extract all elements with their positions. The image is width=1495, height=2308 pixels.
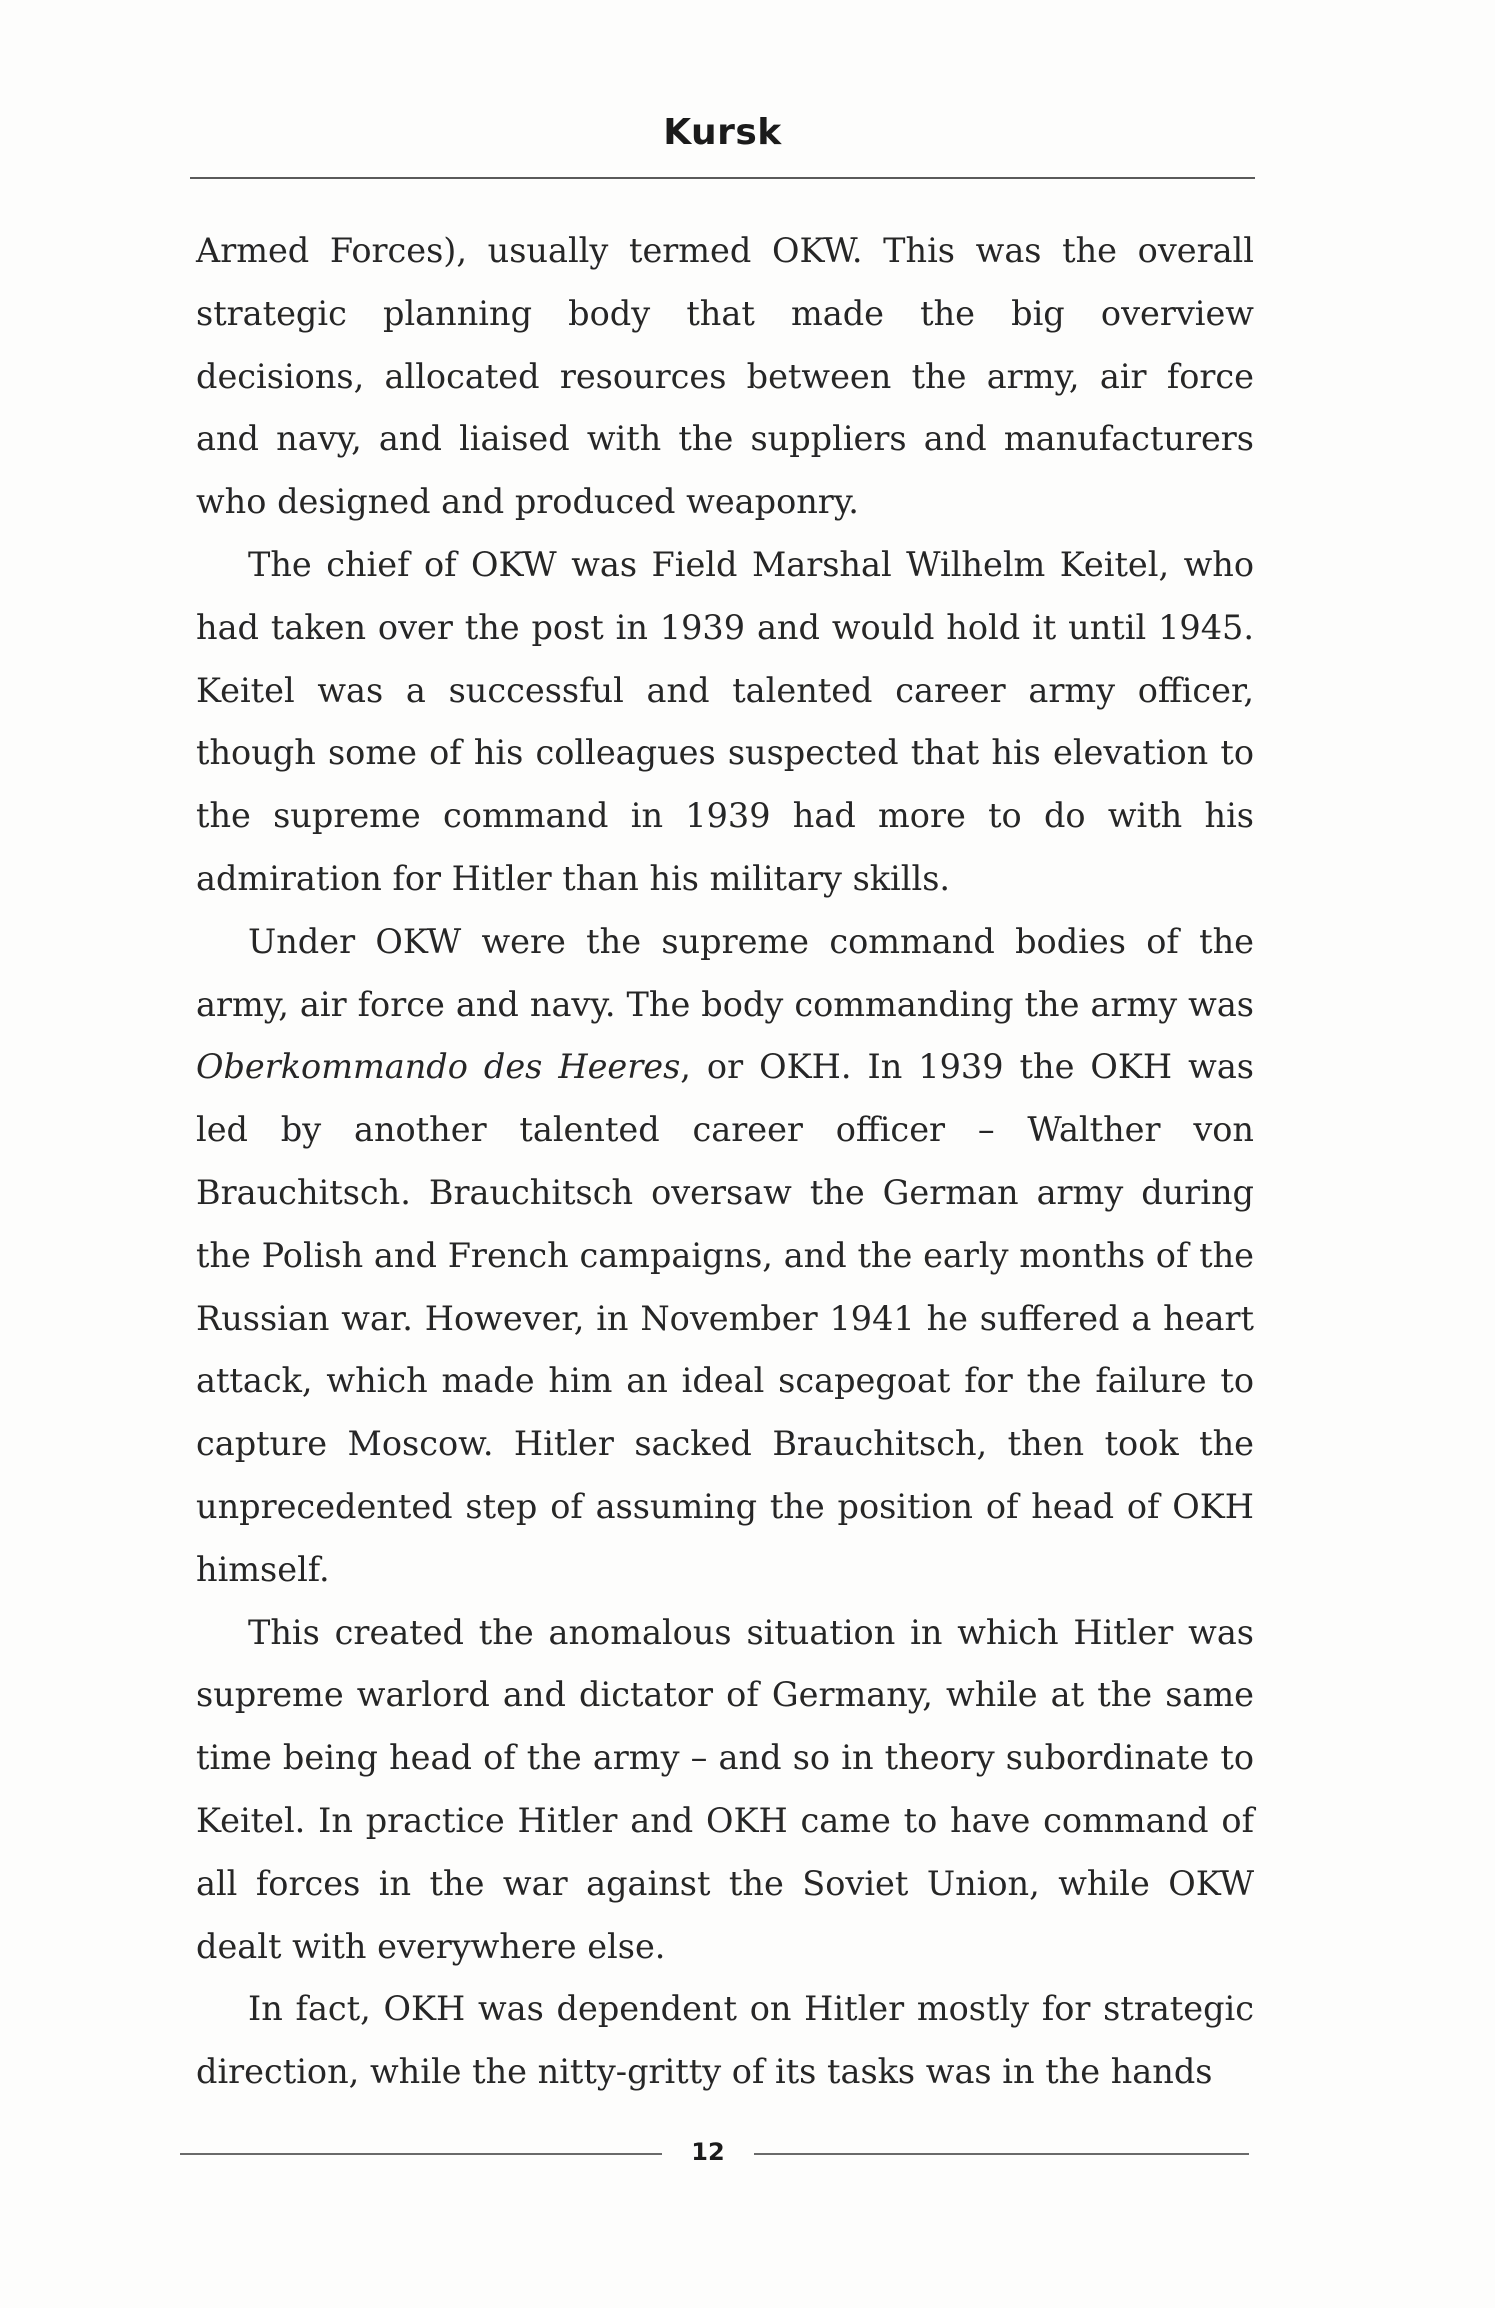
footer-rule-left bbox=[180, 2153, 662, 2155]
footer-rule-right bbox=[754, 2153, 1249, 2155]
paragraph-5: In fact, OKH was dependent on Hitler mostly for strategic direction, while the nitty-gritty of its tasks was in the hands bbox=[196, 1989, 1254, 2092]
paragraph-3 bbox=[196, 911, 1254, 1602]
paragraph-1: Armed Forces), usually termed OKW. This was the overall strategic planning body that made the big overview decisions, allocated resources between the army, air force and navy, and liaised with the suppliers and manufacturers who designed and produced weaponry. bbox=[196, 231, 1254, 522]
paragraph-2: The chief of OKW was Field Marshal Wilhelm Keitel, who had taken over the post in 1939 and would hold it until 1945. Keitel was a successful and talented career army officer, though some of his colleagues suspected that his elevation to the supreme command in 1939 had more to do with his admiration for Hitler than his military skills. bbox=[196, 544, 1254, 898]
body-text bbox=[196, 220, 1254, 2104]
running-head-title: Kursk bbox=[663, 112, 782, 153]
header-rule bbox=[190, 177, 1255, 179]
paragraph-3-part-2: , or OKH. In 1939 the OKH was led by another talented career officer – Walther von Brauchitsch. Brauchitsch oversaw the German army during the Polish and French campaigns, and the early months of the Russian war. However, in November 1941 he suffered a heart attack, which made him an ideal scapegoat for the failure to capture Moscow. Hitler sacked Brauchitsch, then took the unprecedented step of assuming the position of head of OKH himself. bbox=[196, 1047, 1254, 1589]
italic-term-oberkommando: Oberkommando des Heeres bbox=[196, 1047, 681, 1087]
paragraph-4: This created the anomalous situation in which Hitler was supreme warlord and dictator of Germany, while at the same time being head of the army – and so in theory subordinate to Keitel. In practice Hitler and OKH came to have command of all forces in the war against the Soviet Union, while OKW dealt with everywhere else. bbox=[196, 1612, 1254, 1966]
page-number: 12 bbox=[691, 2138, 725, 2166]
paragraph-3-part-1: Under OKW were the supreme command bodies of the army, air force and navy. The body commanding the army was bbox=[196, 921, 1254, 1024]
